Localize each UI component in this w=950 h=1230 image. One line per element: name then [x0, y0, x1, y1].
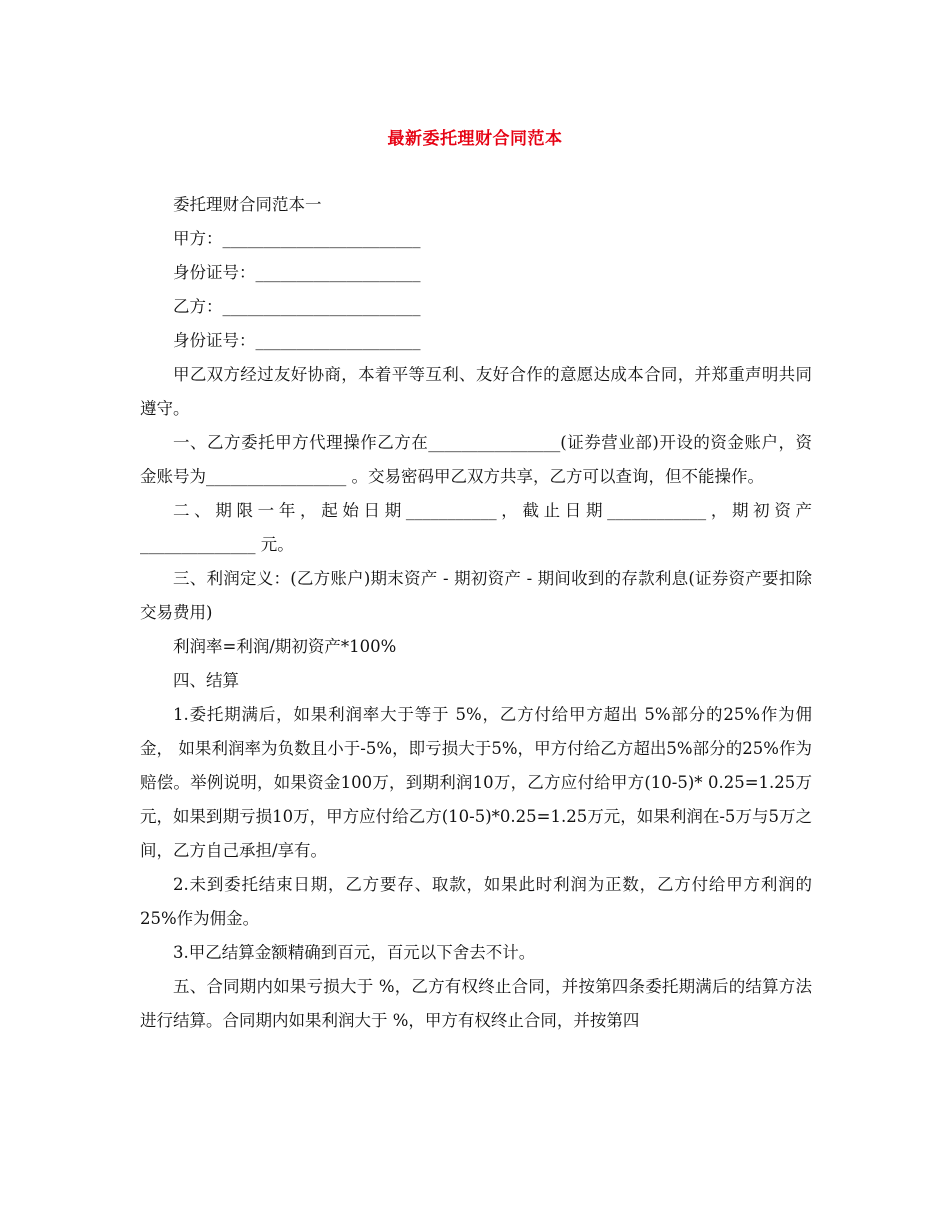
clause-4-item-3: 3.甲乙结算金额精确到百元，百元以下舍去不计。 [173, 943, 536, 962]
document-body [140, 188, 812, 1038]
party-b-id-field: 身份证号：____________________ [173, 331, 421, 350]
clause-3-paragraph: 三、利润定义：(乙方账户)期末资产 - 期初资产 - 期间收到的存款利息(证券资产要扣除交易费用) [140, 569, 812, 622]
document-title: 最新委托理财合同范本 [387, 129, 563, 149]
clause-4-heading: 四、结算 [173, 671, 239, 690]
clause-1-paragraph: 一、乙方委托甲方代理操作乙方在________________(证券营业部)开设的资金账户，资金账号为_________________ 。交易密码甲乙双方共享，乙方可以查询，但不能操作。 [140, 433, 812, 486]
party-a-id-field: 身份证号：____________________ [173, 263, 421, 282]
party-a-field: 甲方：________________________ [173, 229, 421, 248]
clause-4-item-2: 2.未到委托结束日期，乙方要存、取款，如果此时利润为正数，乙方付给甲方利润的25%作为佣金。 [140, 875, 812, 928]
clause-2-paragraph: 二、期限一年，起始日期___________，截止日期____________，期初资产______________ 元。 [140, 501, 812, 554]
preamble-paragraph: 甲乙双方经过友好协商，本着平等互利、友好合作的意愿达成本合同，并郑重声明共同遵守。 [140, 365, 812, 418]
clause-5-paragraph: 五、合同期内如果亏损大于 %，乙方有权终止合同，并按第四条委托期满后的结算方法进行结算。合同期内如果利润大于 %，甲方有权终止合同，并按第四 [140, 977, 812, 1030]
profit-rate-formula: 利润率=利润/期初资产*100% [173, 637, 397, 656]
party-b-field: 乙方：________________________ [173, 297, 421, 316]
contract-subtitle: 委托理财合同范本一 [173, 195, 322, 214]
clause-4-item-1: 1.委托期满后，如果利润率大于等于 5%，乙方付给甲方超出 5%部分的25%作为佣金， 如果利润率为负数且小于-5%，即亏损大于5%，甲方付给乙方超出5%部分的25%作为赔偿。举例说明，如果资金100万，到期利润10万，乙方应付给甲方(10-5)* 0.25=1.25万元，如果到期亏损10万，甲方应付给乙方(10-5)*0.25=1.25万元，如果利润在-5万与5万之间，乙方自己承担/享有。 [140, 705, 812, 860]
